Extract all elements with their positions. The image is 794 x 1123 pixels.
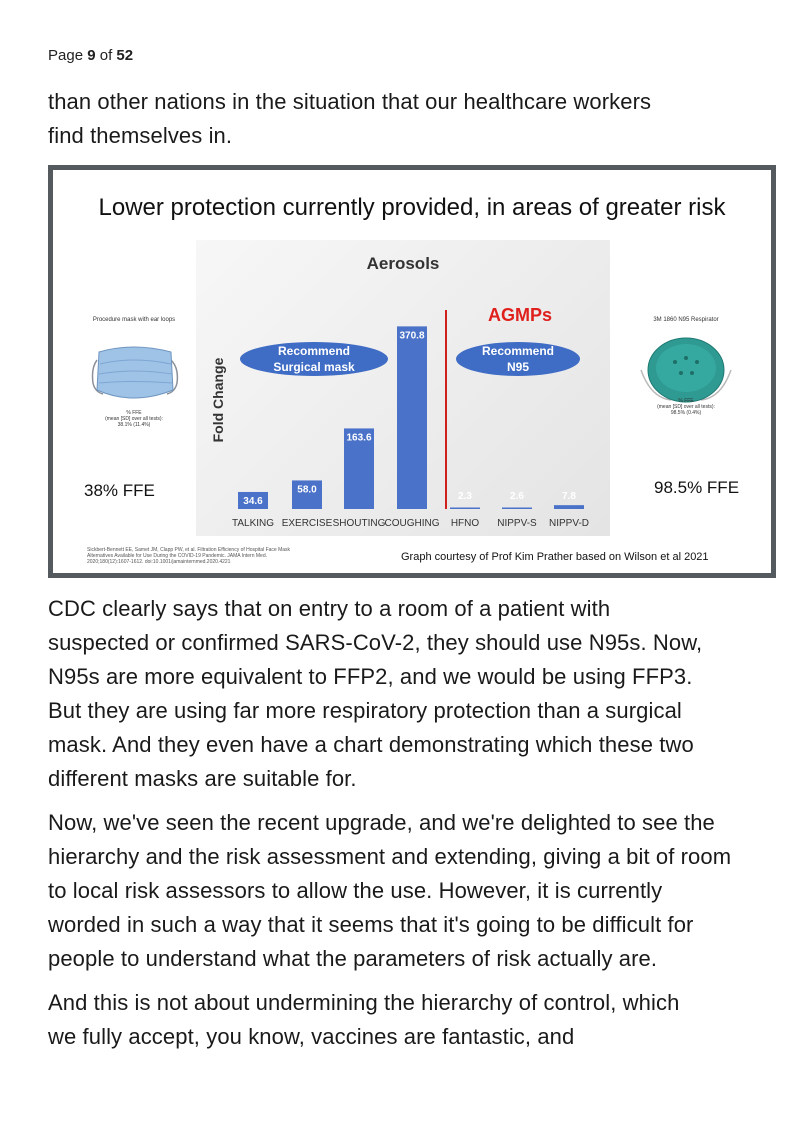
text-line: find themselves in. [48,123,233,148]
text-line: CDC clearly says that on entry to a room of a patient with [48,596,611,621]
tick-label: HFNO [450,518,480,529]
tick-label: COUGHING [384,518,440,529]
bar-hfno [450,508,480,510]
text-line: we fully accept, you know, vaccines are fantastic, and [48,1024,575,1049]
recommend-n95-line1: Recommend [481,344,555,358]
right-mask-stats [631,398,741,416]
recommend-surgical-line1: Recommend [277,344,351,358]
page-label: Page [48,47,84,64]
left-ffe-label: 38% FFE [84,481,155,500]
text-line: than other nations in the situation that our healthcare workers [48,89,652,114]
tick-label: NIPPV-S [497,518,537,529]
text-line: mask. And they even have a chart demonstrating which these two [48,732,694,757]
tick-label: SHOUTING [332,518,386,529]
bar-nippv-d [554,505,584,509]
left-mask-caption: Procedure mask with ear loops [92,317,176,323]
agmps-label: AGMPs [487,305,553,325]
data-label: 34.6 [243,495,263,507]
tick-label: EXERCISE [281,518,333,529]
stat-line: (mean [SD] over all tests): [657,404,715,410]
text-line: different masks are suitable for. [48,766,357,791]
paragraph-upgrade [48,806,788,976]
left-mask-stats [83,410,185,428]
data-label: 2.6 [510,491,524,502]
text-line: Now, we've seen the recent upgrade, and we're delighted to see the [48,810,715,835]
tick-label: TALKING [231,518,275,529]
text-line: people to understand what the parameters of risk actually are. [48,946,658,971]
page-of: of [99,47,113,64]
data-label: 163.6 [346,432,372,444]
data-label: 7.8 [562,491,576,502]
text-line: N95s are more equivalent to FFP2, and we would be using FFP3. [48,664,693,689]
stat-line: 38.1% (11.4%) [117,422,151,428]
figure [48,165,776,578]
tick-label: NIPPV-D [548,518,590,529]
text-line: worded in such a way that it seems that it's going to be difficult for [48,912,694,937]
chart-title: Aerosols [366,254,440,273]
figure-canvas [53,170,771,573]
data-label: 370.8 [399,330,425,342]
chart-svg [196,240,610,536]
surgical-mask-image [83,328,185,453]
figure-title: Lower protection currently provided, in areas of greater risk [98,194,726,221]
right-mask-caption: 3M 1860 N95 Respirator [653,317,719,323]
bar-coughing [397,326,427,509]
data-label: 2.3 [458,491,472,502]
recommend-surgical-line2: Surgical mask [273,360,355,374]
y-axis-label: Fold Change [210,357,226,443]
text-line: to local risk assessors to allow the use. However, it is currently [48,878,663,903]
citation-line: 2020;180(12):1607-1612. doi:10.1001/jamainternmed.2020.4221 [87,559,231,565]
n95-respirator-image [631,328,741,448]
citation-line: Alternatives Available for Use During the COVID-19 Pandemic. JAMA Intern Med. [87,553,267,559]
citation-line: Sickbert-Bennett EE, Samet JM, Clapp PW, et al. Filtration Efficiency of Hospital Face Mask [87,547,291,553]
stat-line: 98.5% (0.4%) [670,410,702,416]
text-line: And this is not about undermining the hierarchy of control, which [48,990,680,1015]
page-current: 9 [87,47,96,64]
stat-line: (mean [SD] over all tests): [105,416,163,422]
citation [87,547,327,565]
recommend-n95-line2: N95 [506,360,530,374]
page-number [48,47,133,64]
page-total: 52 [116,47,134,64]
right-ffe-label: 98.5% FFE [654,478,740,497]
paragraph-intro [48,85,788,153]
text-line: suspected or confirmed SARS-CoV-2, they should use N95s. Now, [48,630,703,655]
bar-nippv-s [502,508,532,510]
data-label: 58.0 [297,484,317,496]
aerosols-chart [196,240,610,536]
stat-line: % FFE [678,398,694,404]
text-line: But they are using far more respiratory protection than a surgical [48,698,682,723]
paragraph-hierarchy [48,986,788,1054]
stat-line: % FFE [126,410,142,416]
graph-courtesy: Graph courtesy of Prof Kim Prather based on Wilson et al 2021 [401,551,709,563]
text-line: hierarchy and the risk assessment and extending, giving a bit of room [48,844,732,869]
paragraph-cdc [48,592,788,796]
